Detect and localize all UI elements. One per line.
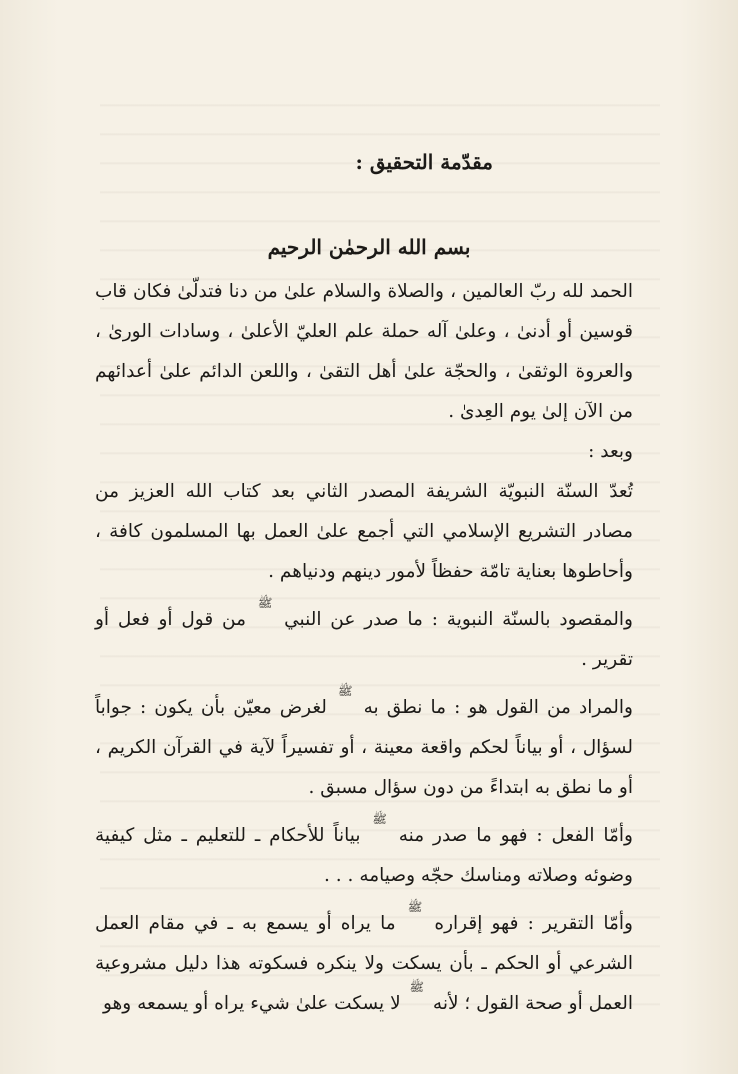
- text-segment: لغرض معيّن بأن يكون : جواباً لسؤال ، أو بياناً لحكم واقعة معينة ، أو تفسيراً لآية في القرآن الكريم ، أو ما نطق به ابتداءً من دون سؤال مسبق .: [95, 697, 633, 798]
- paragraph-sunnah-definition: [95, 596, 663, 680]
- honorific-glyph: ﷺ: [409, 980, 425, 994]
- text-segment: والمراد من القول هو : ما نطق به: [363, 697, 633, 718]
- section-heading: مقدّمة التحقيق :: [355, 150, 493, 174]
- text-segment: بياناً للأحكام ـ للتعليم ـ مثل كيفية وضوئه وصلاته ومناسك حجّه وصيامه . . .: [95, 825, 633, 886]
- text-segment: وأمّا التقرير : فهو إقراره: [434, 913, 633, 934]
- text-segment: ما يراه أو يسمع به ـ في مقام العمل الشرعي أو الحكم ـ بأن يسكت ولا ينكره فسكوته هذا دليل مشروعية العمل أو صحة القول ؛ لأنه: [95, 913, 633, 1014]
- text-segment: لا يسكت علىٰ شيء يراه أو يسمعه وهو: [102, 993, 401, 1014]
- text-segment: من قول أو فعل أو تقرير .: [95, 609, 633, 670]
- honorific-glyph: ﷺ: [257, 596, 273, 610]
- honorific-glyph: ﷺ: [338, 684, 353, 698]
- body-text: [95, 272, 663, 1024]
- honorific-glyph: ﷺ: [372, 812, 387, 826]
- paragraph-fil: [95, 812, 663, 896]
- paragraph-praise: الحمد لله ربّ العالمين ، والصلاة والسلام علىٰ من دنا فتدلّىٰ فكان قاب قوسين أو أدنىٰ ، وعلىٰ آله حملة علم العليّ الأعلىٰ ، وسادات الورىٰ ، والعروة الوثقىٰ ، والحجّة علىٰ أهل التقىٰ ، واللعن الدائم علىٰ أعدائهم من الآن إلىٰ يوم العِدىٰ .: [95, 281, 633, 422]
- text-segment: وأمّا الفعل : فهو ما صدر منه: [398, 825, 633, 846]
- paragraph-taqrir: [95, 900, 663, 1024]
- paragraph-wabad: وبعد :: [588, 441, 633, 462]
- basmala: بسم الله الرحمٰن الرحيم: [267, 235, 471, 259]
- paragraph-sunnah-intro: تُعدّ السنّة النبويّة الشريفة المصدر الثاني بعد كتاب الله العزيز من مصادر التشريع الإسلامي التي أجمع علىٰ العمل بها المسلمون كافة ، وأحاطوها بعناية تامّة حفظاً لأمور دينهم ودنياهم .: [95, 481, 633, 582]
- paragraph-qawl: [95, 684, 663, 808]
- honorific-glyph: ﷺ: [407, 900, 423, 914]
- text-segment: والمقصود بالسنّة النبوية : ما صدر عن النبي: [284, 609, 633, 630]
